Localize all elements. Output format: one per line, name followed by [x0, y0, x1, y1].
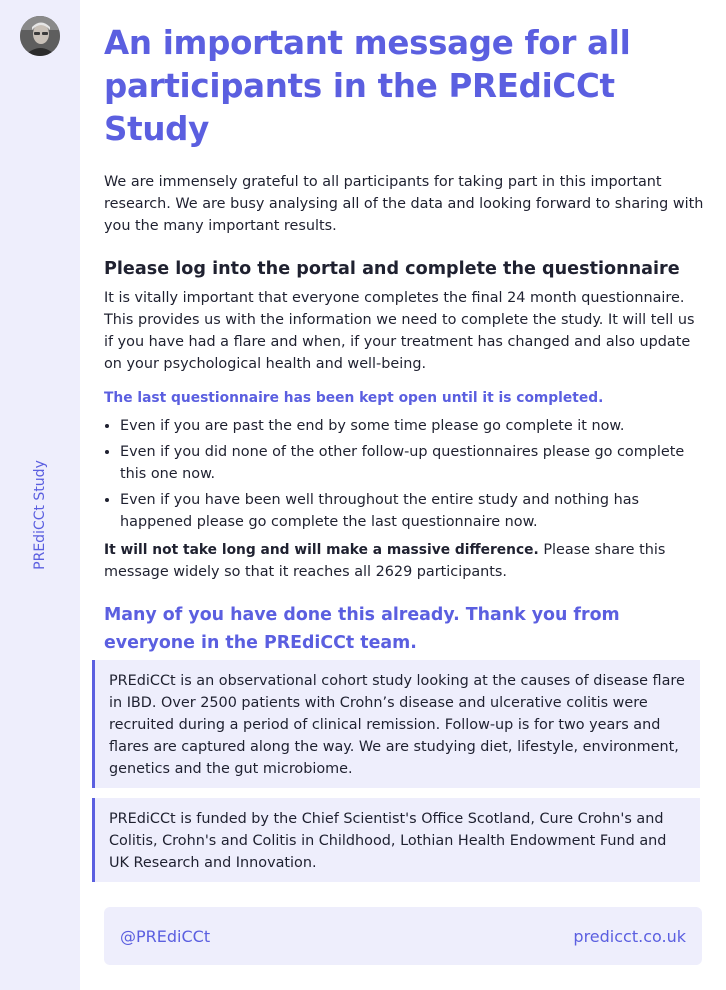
closing-paragraph: [104, 539, 708, 583]
funding-box: PREdiCCt is funded by the Chief Scientist's Office Scotland, Cure Crohn's and Colitis, Crohn's and Colitis in Childhood, Lothian Health Endowment Fund and UK Research and Innovation.: [92, 798, 700, 882]
questionnaire-paragraph: It is vitally important that everyone completes the final 24 month questionnaire. This provides us with the information we need to complete the study. It will tell us if you have had a flare and when, if your treatment has changed and also update on your psychological health and well-being.: [104, 290, 695, 372]
sidebar: [0, 0, 80, 990]
footer: [104, 907, 702, 965]
closing-bold-text: It will not take long and will make a massive difference.: [104, 542, 539, 558]
avatar: [20, 16, 60, 56]
website-link[interactable]: predicct.co.uk: [573, 926, 686, 946]
list-item: • Even if you are past the end by some time please go complete it now.: [120, 415, 708, 437]
closing-text: Please share this message widely so that it reaches all 2629 participants.: [104, 542, 666, 580]
intro-paragraph: We are immensely grateful to all participants for taking part in this important research. We are busy analysing all of the data and looking forward to sharing with you the many important results.: [104, 174, 704, 234]
thanks-message: Many of you have done this already. Thank you from everyone in the PREdiCCt team.: [104, 605, 620, 653]
about-study-box: PREdiCCt is an observational cohort study looking at the causes of disease flare in IBD. Over 2500 patients with Crohn’s disease and ulcerative colitis were recruited during a period of clinical remission. Follow-up is for two years and flares are captured along the way. We are studying diet, lifestyle, environment, genetics and the gut microbiome.: [92, 660, 700, 788]
bullet-list: [104, 415, 708, 533]
person-photo-icon: [20, 16, 60, 56]
main-content: [104, 22, 708, 657]
list-item: • Even if you did none of the other follow-up questionnaires please go complete this one now.: [120, 441, 708, 485]
twitter-handle-link[interactable]: @PREdiCCt: [120, 926, 211, 946]
section-heading: Please log into the portal and complete the questionnaire: [104, 259, 680, 279]
sidebar-study-label: PREdiCCt Study: [32, 460, 48, 570]
page-title: An important message for all participants in the PREdiCCt Study: [104, 24, 631, 148]
highlight-note: The last questionnaire has been kept open until it is completed.: [104, 390, 604, 406]
list-item: • Even if you have been well throughout the entire study and nothing has happened please go complete the last questionnaire now.: [120, 489, 708, 533]
